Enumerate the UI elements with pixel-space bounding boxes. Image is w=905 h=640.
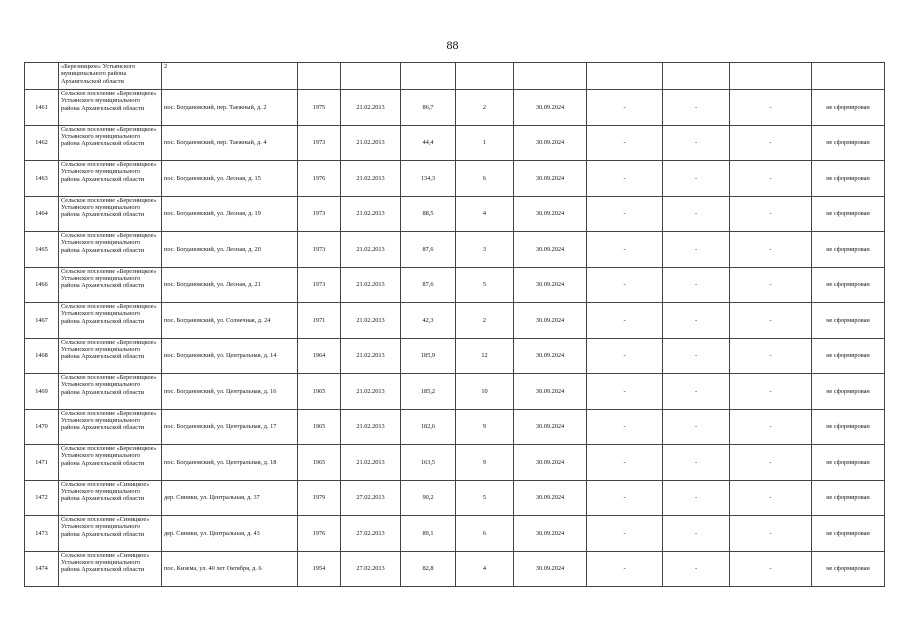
cell-status: не сформирован	[812, 125, 885, 161]
cell-date: 21.02.2013	[341, 409, 401, 445]
cell-number: 1469	[25, 374, 59, 410]
cell-c3: -	[730, 196, 812, 232]
cell-settlement: Сельское поселение «Березницкое» Устьянского муниципального района Архангельской области	[59, 409, 162, 445]
cell-deadline: 30.09.2024	[514, 232, 587, 268]
cell-year: 1965	[298, 445, 341, 481]
cell-c2: -	[663, 338, 730, 374]
cell-year: 1976	[298, 516, 341, 552]
table-body	[25, 63, 885, 587]
table-row	[25, 409, 885, 445]
cell-c1: -	[587, 303, 663, 339]
cell-deadline: 30.09.2024	[514, 196, 587, 232]
cell-area: 182,6	[401, 409, 456, 445]
cell-c1: -	[587, 516, 663, 552]
page-number: 88	[446, 38, 459, 52]
cell-count: 12	[456, 338, 514, 374]
cell-count: 6	[456, 516, 514, 552]
cell-number: 1466	[25, 267, 59, 303]
cell-number: 1462	[25, 125, 59, 161]
cell-address: пос. Богдановский, ул. Лесная, д. 21	[162, 267, 298, 303]
cell-count: 4	[456, 196, 514, 232]
cell-settlement: Сельское поселение «Березницкое» Устьянского муниципального района Архангельской области	[59, 303, 162, 339]
cell-area: 134,3	[401, 161, 456, 197]
housing-registry-table	[24, 62, 885, 587]
cell-date: 21.02.2013	[341, 445, 401, 481]
cell-deadline: 30.09.2024	[514, 267, 587, 303]
cell-c1: -	[587, 161, 663, 197]
cell-date: 27.02.2013	[341, 480, 401, 516]
cell-address: пос. Богдановский, ул. Лесная, д. 20	[162, 232, 298, 268]
cell-c1: -	[587, 409, 663, 445]
cell-c1: -	[587, 125, 663, 161]
cell-year: 1975	[298, 90, 341, 126]
cell-c2: -	[663, 232, 730, 268]
cell-c2: -	[663, 374, 730, 410]
cell-date: 21.02.2013	[341, 90, 401, 126]
cell-c3: -	[730, 267, 812, 303]
cell-c1: -	[587, 267, 663, 303]
cell-deadline: 30.09.2024	[514, 516, 587, 552]
cell-c1: -	[587, 232, 663, 268]
cell-settlement: Сельское поселение «Синицкое» Устьянского муниципального района Архангельской области	[59, 516, 162, 552]
cell-deadline: 30.09.2024	[514, 480, 587, 516]
cell-address: пос. Богдановский, пер. Таежный, д. 4	[162, 125, 298, 161]
cell-settlement: Сельское поселение «Березницкое» Устьянского муниципального района Архангельской области	[59, 161, 162, 197]
cell-status: не сформирован	[812, 90, 885, 126]
cell-status: не сформирован	[812, 480, 885, 516]
cell-deadline: 30.09.2024	[514, 551, 587, 587]
cell-area: 185,2	[401, 374, 456, 410]
cell-c3: -	[730, 161, 812, 197]
cell-year: 1973	[298, 267, 341, 303]
cell-area: 163,5	[401, 445, 456, 481]
cell-settlement: Сельское поселение «Синицкое» Устьянского муниципального района Архангельской области	[59, 551, 162, 587]
table-row	[25, 63, 885, 90]
cell-number: 1463	[25, 161, 59, 197]
cell-c2: -	[663, 551, 730, 587]
cell-date: 21.02.2013	[341, 303, 401, 339]
cell-address: пос. Кизема, ул. 40 лет Октября, д. 6	[162, 551, 298, 587]
cell-date: 21.02.2013	[341, 232, 401, 268]
cell-c2: -	[663, 480, 730, 516]
cell-year: 1964	[298, 338, 341, 374]
cell-c2: -	[663, 161, 730, 197]
cell-area: 87,6	[401, 267, 456, 303]
cell-year: 1954	[298, 551, 341, 587]
cell-c3: -	[730, 445, 812, 481]
cell-deadline: 30.09.2024	[514, 338, 587, 374]
cell-status: не сформирован	[812, 551, 885, 587]
cell-count: 5	[456, 480, 514, 516]
cell-c1: -	[587, 196, 663, 232]
table-row	[25, 232, 885, 268]
cell-deadline: 30.09.2024	[514, 161, 587, 197]
cell-area: 82,8	[401, 551, 456, 587]
cell-address: пос. Богдановский, пер. Таежный, д. 2	[162, 90, 298, 126]
cell-status: не сформирован	[812, 338, 885, 374]
cell-status: не сформирован	[812, 374, 885, 410]
table-row	[25, 303, 885, 339]
cell-count: 1	[456, 125, 514, 161]
cell-settlement: Сельское поселение «Березницкое» Устьянского муниципального района Архангельской области	[59, 374, 162, 410]
cell-address: пос. Богдановский, ул. Лесная, д. 15	[162, 161, 298, 197]
cell-address: дер. Синики, ул. Центральная, д. 37	[162, 480, 298, 516]
cell-settlement: Сельское поселение «Березницкое» Устьянского муниципального района Архангельской области	[59, 445, 162, 481]
cell-count: 6	[456, 161, 514, 197]
cell-settlement: Сельское поселение «Синицкое» Устьянского муниципального района Архангельской области	[59, 480, 162, 516]
cell-settlement: Сельское поселение «Березницкое» Устьянского муниципального района Архангельской области	[59, 125, 162, 161]
cell-number: 1465	[25, 232, 59, 268]
cell-number: 1471	[25, 445, 59, 481]
cell-c1	[587, 63, 663, 90]
cell-count: 4	[456, 551, 514, 587]
cell-date: 27.02.2013	[341, 551, 401, 587]
cell-status: не сформирован	[812, 232, 885, 268]
cell-c1: -	[587, 90, 663, 126]
cell-c1: -	[587, 338, 663, 374]
cell-count	[456, 63, 514, 90]
cell-c3: -	[730, 516, 812, 552]
cell-number: 1464	[25, 196, 59, 232]
cell-status	[812, 63, 885, 90]
cell-number: 1468	[25, 338, 59, 374]
cell-date	[341, 63, 401, 90]
table-row	[25, 196, 885, 232]
cell-area: 185,9	[401, 338, 456, 374]
cell-date: 27.02.2013	[341, 516, 401, 552]
cell-count: 2	[456, 303, 514, 339]
cell-number: 1472	[25, 480, 59, 516]
cell-status: не сформирован	[812, 409, 885, 445]
cell-number: 1461	[25, 90, 59, 126]
cell-date: 21.02.2013	[341, 196, 401, 232]
cell-status: не сформирован	[812, 161, 885, 197]
cell-year	[298, 63, 341, 90]
cell-c3: -	[730, 338, 812, 374]
cell-status: не сформирован	[812, 445, 885, 481]
cell-number: 1470	[25, 409, 59, 445]
cell-number: 1474	[25, 551, 59, 587]
cell-count: 5	[456, 267, 514, 303]
cell-settlement: «Березницкое» Устьянского муниципального района Архангельской области	[59, 63, 162, 90]
cell-deadline: 30.09.2024	[514, 445, 587, 481]
cell-date: 21.02.2013	[341, 267, 401, 303]
cell-c3: -	[730, 480, 812, 516]
cell-c2: -	[663, 196, 730, 232]
cell-year: 1973	[298, 232, 341, 268]
cell-number: 1467	[25, 303, 59, 339]
table-row	[25, 480, 885, 516]
cell-date: 21.02.2013	[341, 338, 401, 374]
table-row	[25, 90, 885, 126]
cell-deadline: 30.09.2024	[514, 125, 587, 161]
table-row	[25, 267, 885, 303]
cell-year: 1965	[298, 409, 341, 445]
cell-deadline: 30.09.2024	[514, 409, 587, 445]
table-row	[25, 161, 885, 197]
cell-c2: -	[663, 90, 730, 126]
cell-area: 89,1	[401, 516, 456, 552]
cell-settlement: Сельское поселение «Березницкое» Устьянского муниципального района Архангельской области	[59, 196, 162, 232]
cell-c2	[663, 63, 730, 90]
cell-year: 1965	[298, 374, 341, 410]
cell-status: не сформирован	[812, 516, 885, 552]
cell-count: 9	[456, 409, 514, 445]
cell-deadline: 30.09.2024	[514, 90, 587, 126]
cell-year: 1973	[298, 196, 341, 232]
cell-address: пос. Богдановский, ул. Солнечная, д. 24	[162, 303, 298, 339]
cell-c2: -	[663, 409, 730, 445]
cell-status: не сформирован	[812, 196, 885, 232]
cell-address: пос. Богдановский, ул. Центральная, д. 18	[162, 445, 298, 481]
cell-count: 3	[456, 232, 514, 268]
cell-date: 21.02.2013	[341, 161, 401, 197]
cell-address: пос. Богдановский, ул. Лесная, д. 19	[162, 196, 298, 232]
cell-number	[25, 63, 59, 90]
cell-c1: -	[587, 480, 663, 516]
cell-count: 9	[456, 445, 514, 481]
cell-address: пос. Богдановский, ул. Центральная, д. 14	[162, 338, 298, 374]
cell-settlement: Сельское поселение «Березницкое» Устьянского муниципального района Архангельской области	[59, 90, 162, 126]
cell-year: 1976	[298, 161, 341, 197]
cell-c2: -	[663, 125, 730, 161]
cell-c2: -	[663, 445, 730, 481]
cell-c3: -	[730, 232, 812, 268]
cell-address: дер. Синики, ул. Центральная, д. 43	[162, 516, 298, 552]
cell-c3: -	[730, 551, 812, 587]
cell-address: пос. Богдановский, ул. Центральная, д. 17	[162, 409, 298, 445]
cell-area: 86,7	[401, 90, 456, 126]
cell-c3: -	[730, 374, 812, 410]
cell-deadline: 30.09.2024	[514, 303, 587, 339]
cell-settlement: Сельское поселение «Березницкое» Устьянского муниципального района Архангельской области	[59, 267, 162, 303]
cell-c3: -	[730, 90, 812, 126]
cell-c2: -	[663, 267, 730, 303]
cell-address: 2	[162, 63, 298, 90]
cell-area: 87,6	[401, 232, 456, 268]
cell-c1: -	[587, 551, 663, 587]
cell-c2: -	[663, 303, 730, 339]
table-row	[25, 551, 885, 587]
cell-c1: -	[587, 445, 663, 481]
cell-deadline: 30.09.2024	[514, 374, 587, 410]
cell-address: пос. Богдановский, ул. Центральная, д. 16	[162, 374, 298, 410]
cell-area: 42,3	[401, 303, 456, 339]
table-row	[25, 516, 885, 552]
cell-c3: -	[730, 409, 812, 445]
table-row	[25, 374, 885, 410]
cell-year: 1971	[298, 303, 341, 339]
cell-year: 1973	[298, 125, 341, 161]
table-row	[25, 445, 885, 481]
cell-year: 1979	[298, 480, 341, 516]
cell-c2: -	[663, 516, 730, 552]
cell-settlement: Сельское поселение «Березницкое» Устьянского муниципального района Архангельской области	[59, 232, 162, 268]
cell-area: 44,4	[401, 125, 456, 161]
cell-deadline	[514, 63, 587, 90]
cell-date: 21.02.2013	[341, 374, 401, 410]
cell-status: не сформирован	[812, 267, 885, 303]
cell-count: 10	[456, 374, 514, 410]
cell-area	[401, 63, 456, 90]
cell-status: не сформирован	[812, 303, 885, 339]
cell-c3: -	[730, 303, 812, 339]
cell-area: 88,5	[401, 196, 456, 232]
cell-number: 1473	[25, 516, 59, 552]
cell-area: 90,2	[401, 480, 456, 516]
cell-count: 2	[456, 90, 514, 126]
cell-settlement: Сельское поселение «Березницкое» Устьянского муниципального района Архангельской области	[59, 338, 162, 374]
table-row	[25, 125, 885, 161]
cell-c3: -	[730, 125, 812, 161]
cell-date: 21.02.2013	[341, 125, 401, 161]
table-row	[25, 338, 885, 374]
cell-c1: -	[587, 374, 663, 410]
cell-c3	[730, 63, 812, 90]
